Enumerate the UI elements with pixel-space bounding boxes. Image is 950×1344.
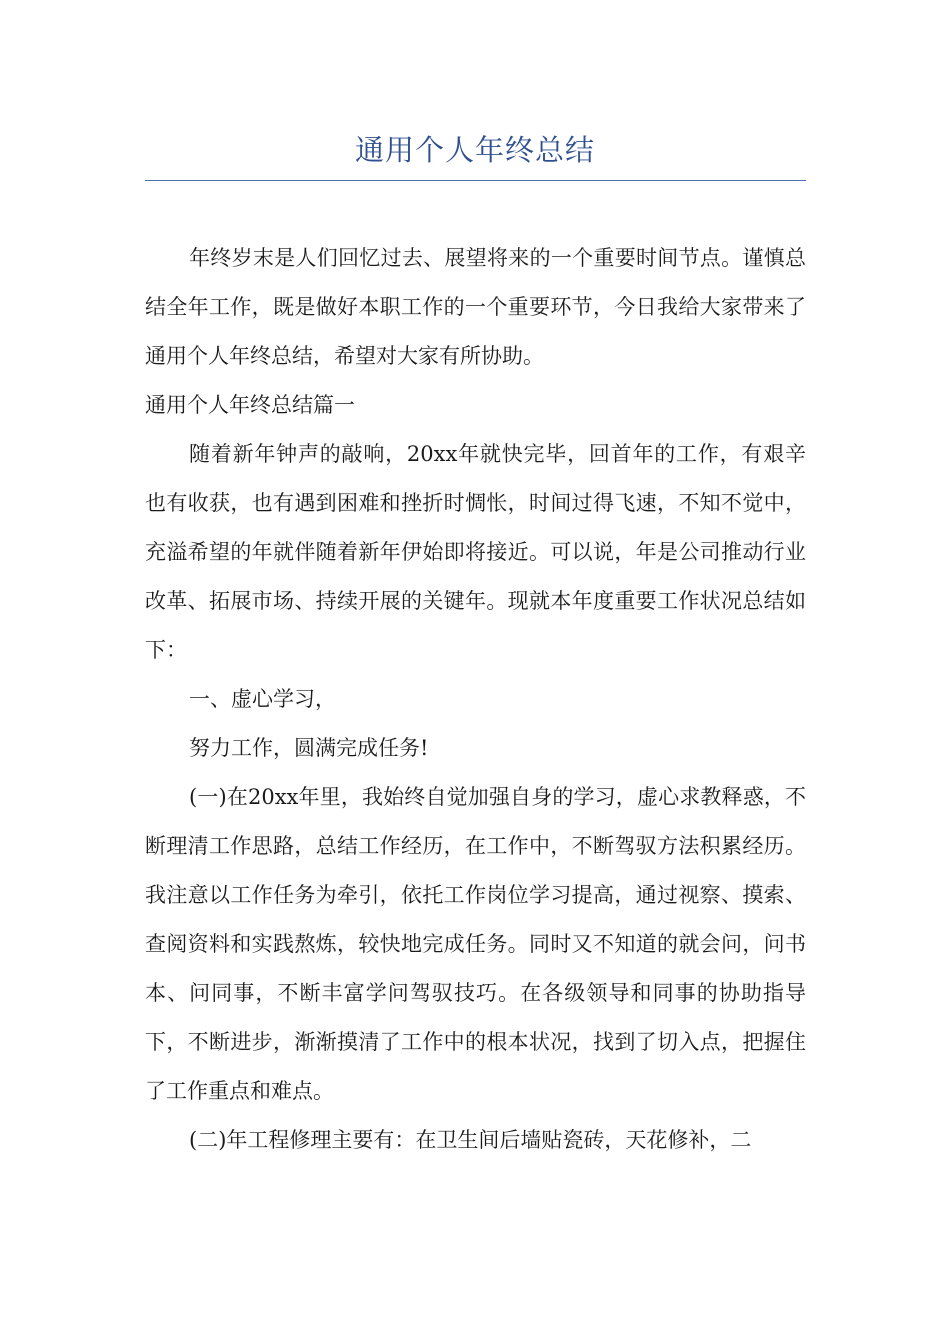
paragraph: (一)在20xx年里，我始终自觉加强自身的学习，虚心求教释惑，不断理清工作思路，总结工作经历，在工作中，不断驾驭方法积累经历。我注意以工作任务为牵引，依托工作岗位学习提高，通过视察、摸索、查阅资料和实践熬炼，较快地完成任务。同时又不知道的就会问，问书本、问同事，不断丰富学问驾驭技巧。在各级领导和同事的协助指导下，不断进步，渐渐摸清了工作中的根本状况，找到了切入点，把握住了工作重点和难点。 (145, 785, 806, 1103)
document-body (145, 234, 806, 1165)
paragraph: (二)年工程修理主要有：在卫生间后墙贴瓷砖，天花修补，二 (189, 1128, 752, 1152)
document-title: 通用个人年终总结 (354, 133, 595, 167)
title-underline (145, 180, 806, 181)
subheading: 一、虚心学习， (189, 687, 336, 711)
paragraph: 随着新年钟声的敲响，20xx年就快完毕，回首年的工作，有艰辛也有收获，也有遇到困难和挫折时惆怅，时间过得飞速，不知不觉中，充溢希望的年就伴随着新年伊始即将接近。可以说，年是公司推动行业改革、拓展市场、持续开展的关键年。现就本年度重要工作状况总结如下： (145, 442, 806, 662)
intro-paragraph: 年终岁末是人们回忆过去、展望将来的一个重要时间节点。谨慎总结全年工作，既是做好本职工作的一个重要环节，今日我给大家带来了通用个人年终总结，希望对大家有所协助。 (145, 246, 806, 368)
section-heading: 通用个人年终总结篇一 (145, 393, 355, 417)
paragraph: 努力工作，圆满完成任务! (189, 736, 429, 760)
